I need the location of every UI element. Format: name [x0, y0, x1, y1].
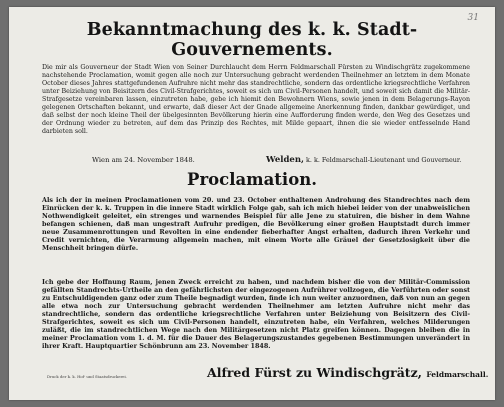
signature-welden-name: Welden,: [266, 155, 304, 165]
document-title: Bekanntmachung des k. k. Stadt-Gouvernements.: [86, 20, 418, 60]
proclamation-paragraph-2: Ich gebe der Hoffnung Raum, jenen Zweck erreicht zu haben, und nachdem bisher die von der Militär-Commission gefällten Standrechts-Urtheile an den gefährlichsten der eingezogenen Aufrührer vollzogen, die Verführten oder sonst zu Entschuldigenden ganz oder zum Theile begnadigt wurden, finde ich nun weiter anzuordnen, daß von nun an gegen alle etwa noch zur Untersuchung gebracht werdenden Theilnehmer am letzten Aufruhre nicht mehr das standrechtliche, sondern das ordentliche kriegsrechtliche Verfahren unter Beiziehung von Beisitzern des Civil-Strafgerichtes, soweit es sich um Civil-Personen handelt, einzutreten habe, ein Verfahren, welches Milderungen zuläßt, die im standrechtlichen Wege nach den Militärgesetzen nicht Platz greifen können. Dagegen bleiben die in meiner Proclamation vom 1. d. M. für die Dauer des Belagerungszustandes gegebenen Bestimmungen unverändert in ihrer Kraft. Hauptquartier Schönbrunn am 23. November 1848.: [42, 278, 470, 351]
dateline: Wien am 24. November 1848.: [92, 156, 195, 164]
intro-paragraph: Die mir als Gouverneur der Stadt Wien von Seiner Durchlaucht dem Herrn Feldmarschall Fürsten zu Windischgrätz zugekommene nachstehende Proclamation, womit gegen alle noch zur Untersuchung gebracht werdenden Theilnehmer an letztem in dem Monate October dieses Jahres stattgefundenen Aufruhre nicht mehr das standrechtliche, sondern das ordentliche kriegsrechtliche Verfahren unter Beiziehung von Beisitzern des Civil-Strafgerichtes, soweit es sich um Civil-Personen handelt, und soweit sich damit die Militär-Strafgesetze vereinbaren lassen, einzutreten habe, gebe ich hiemit den Bewohnern Wiens, sowie jenen in dem Belagerungs-Rayon gelegenen Ortschaften bekannt, und erwarte, daß dieser Act der Gnade allgemeine Anerkennung finden, dankbar gewürdiget, und daß selbst der noch kleine Theil der übelgesinnten Bevölkerung hierin eine Aufforderung finden werde, den Weg des Gesetzes und der Ordnung wieder zu betreten, auf dem das Prinzip des Rechtes, mit Milde gepaart, ihnen die sie wieder entfesselnde Hand darbieten soll.: [42, 64, 470, 136]
page-mark: 31: [467, 13, 479, 23]
signature-welden-role: k. k. Feldmarschall-Lieutenant und Gouverneur.: [306, 156, 462, 164]
proclamation-sheet: [9, 7, 495, 400]
signature-windischgraetz: [207, 365, 488, 380]
proclamation-paragraph-1: Als ich der in meinen Proclamationen vom 20. und 23. October enthaltenen Androhung des Standrechtes nach dem Einrücken der k. k. Truppen in die innere Stadt wirklich Folge gab, sah ich mich hiebei leider von der unabweislichen Nothwendigkeit geleitet, ein strenges und warnendes Beispiel für alle Jene zu statuiren, die bisher in dem Wahne befangen schienen, daß man ungestraft Aufruhr predigen, die Bevölkerung einer großen Hauptstadt durch immer neue Zusammenrottungen und Revolten in eine endender fieberhafter Angst erhalten, dadurch ihren Verkehr und Credit vernichten, die Verarmung allgemein machen, mit einem Worte alle Gräuel der Gesetzlosigkeit über die Menschheit bringen dürfe.: [42, 196, 470, 253]
signature-windischgraetz-name: Alfred Fürst zu Windischgrätz,: [207, 365, 423, 380]
signature-windischgraetz-role: Feldmarschall.: [426, 370, 489, 379]
proclamation-heading: Proclamation.: [187, 170, 317, 189]
signature-welden: [266, 155, 461, 165]
printer-imprint: Druck der k. k. Hof- und Staatsdruckerei.: [47, 374, 127, 379]
